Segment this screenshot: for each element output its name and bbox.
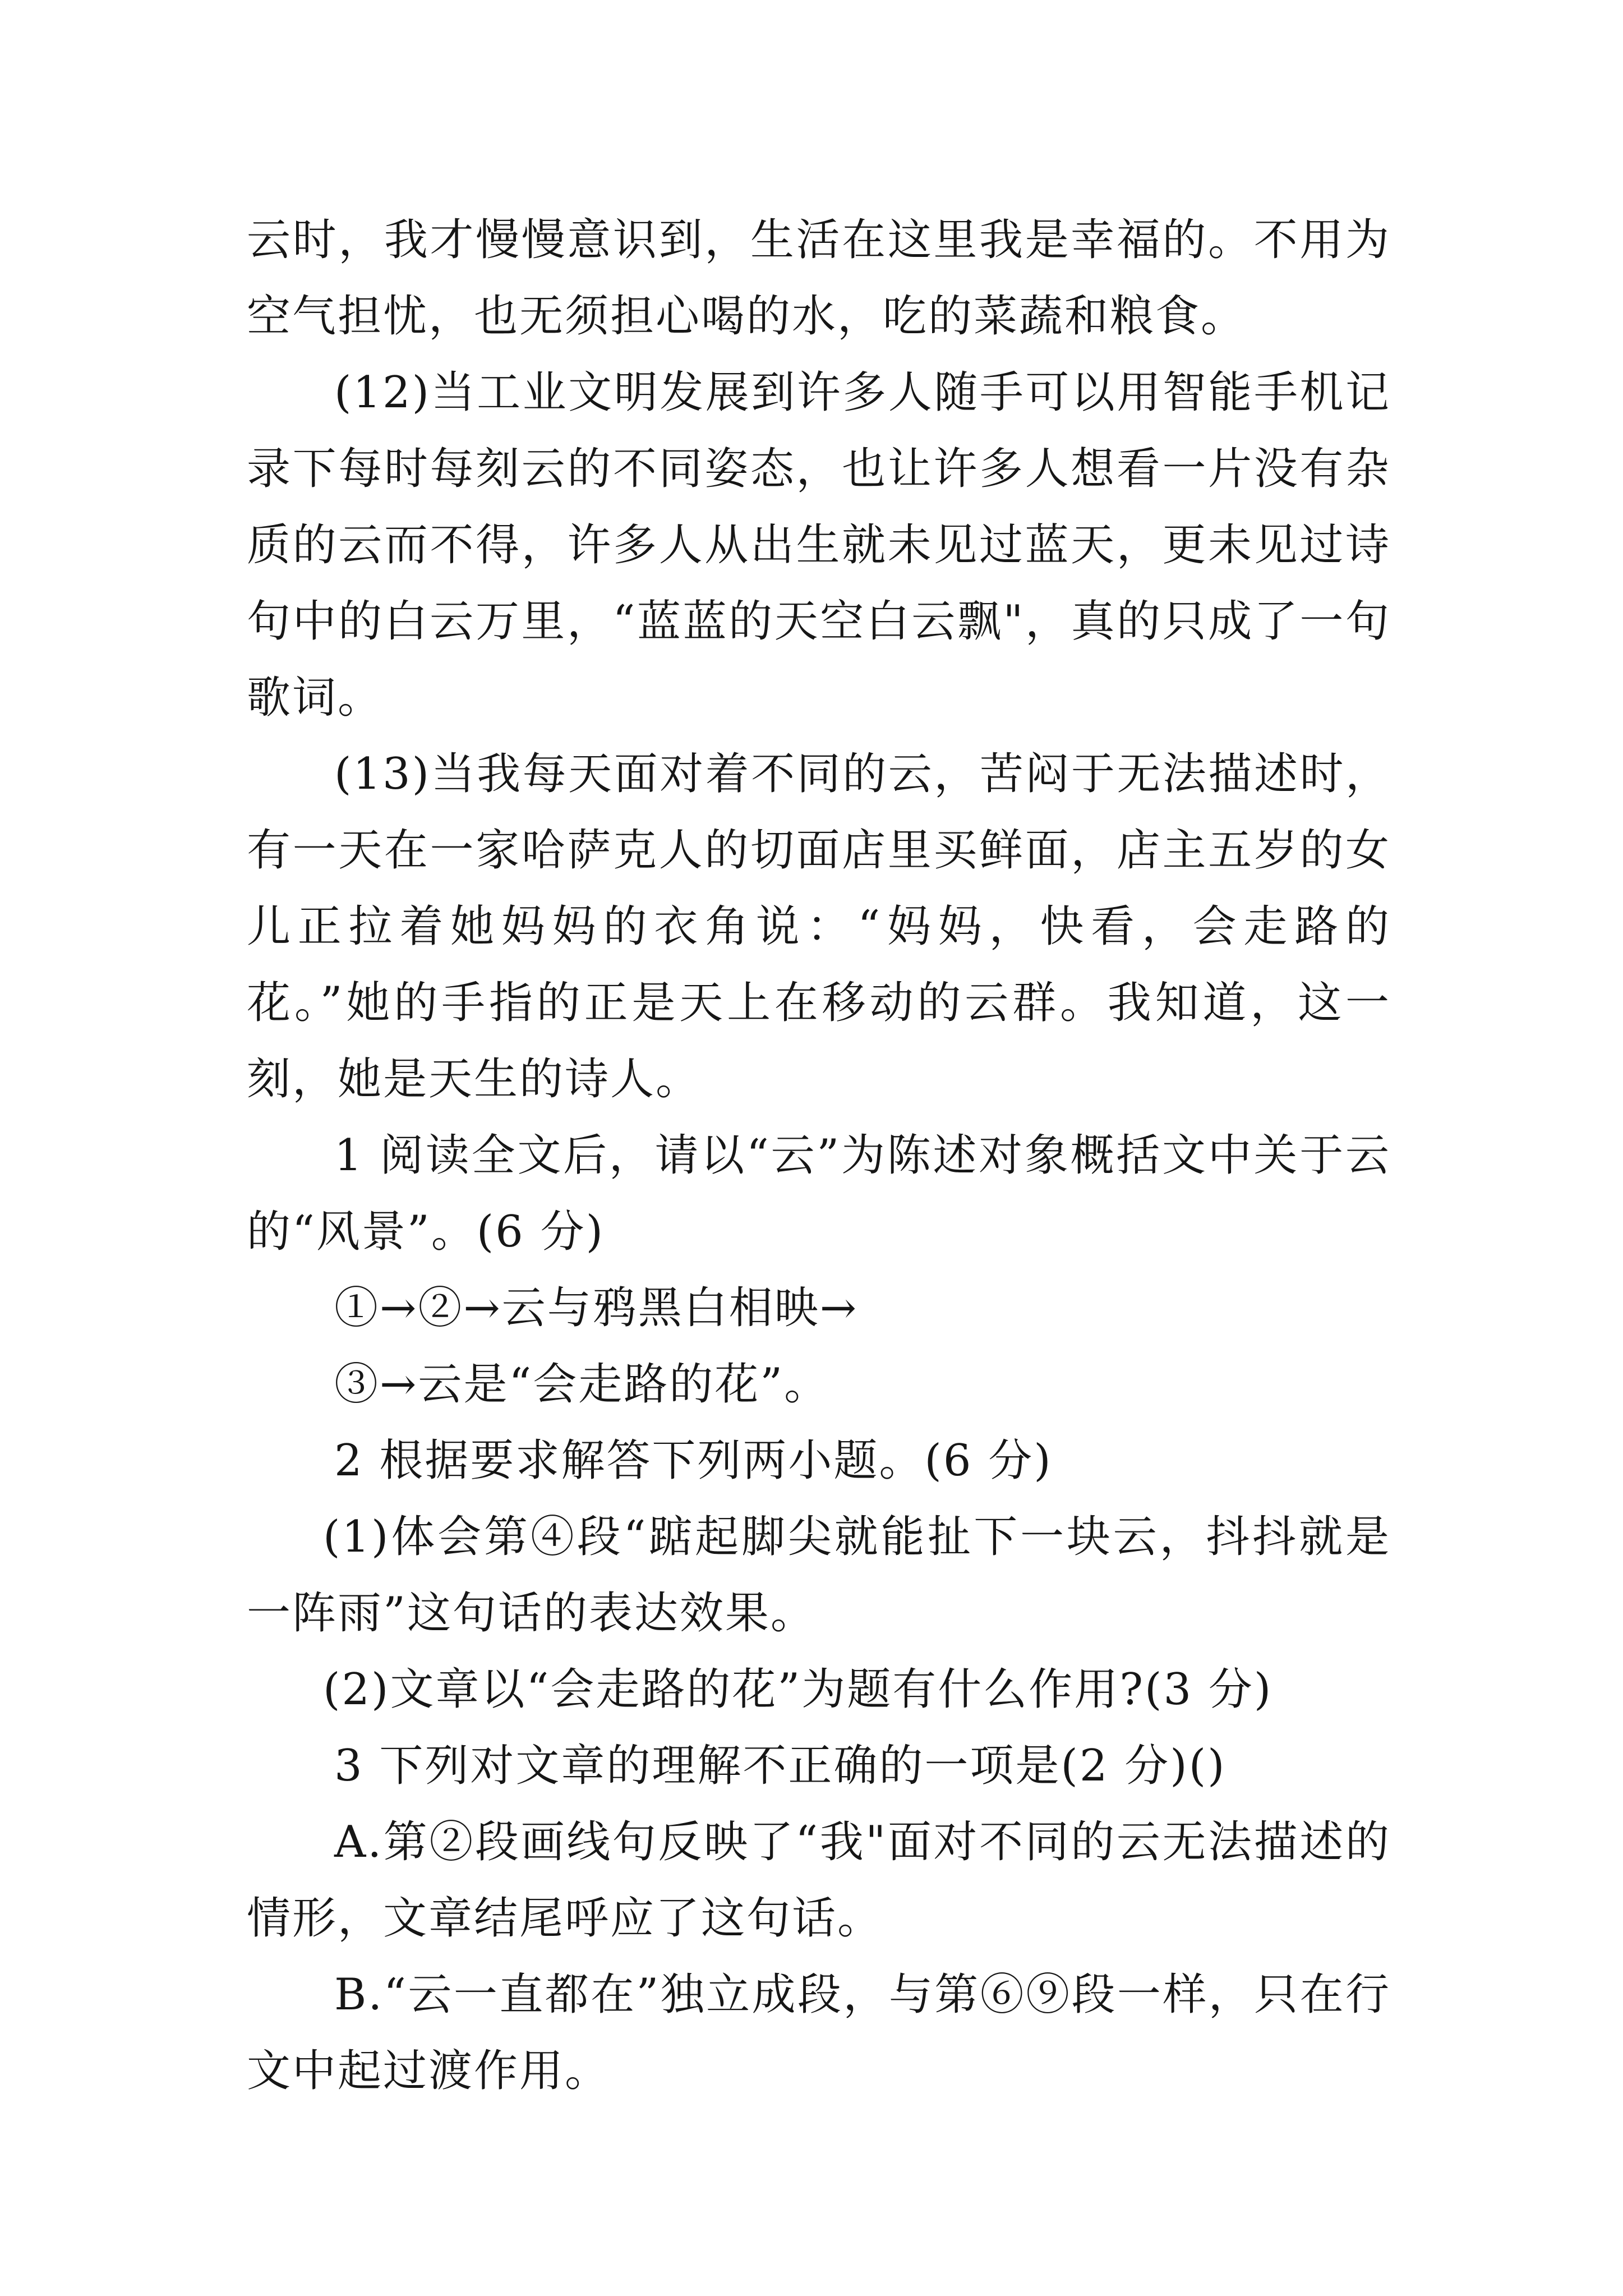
question-3-option-b: B.“云一直都在”独立成段，与第⑥⑨段一样，只在行文中起过渡作用。 <box>247 1970 1391 2096</box>
paragraph-13: (13)当我每天面对着不同的云，苦闷于无法描述时，有一天在一家哈萨克人的切面店里买鲜面，店主五岁的女儿正拉着她妈妈的衣角说：“妈妈，快看，会走路的花。”她的手指的正是天上在移动的云群。我知道，这一刻，她是天生的诗人。 <box>247 749 1391 1105</box>
question-2-part-2: (2)文章以“会走路的花”为题有什么作用?(3 分) <box>323 1664 1273 1715</box>
paragraph-12: (12)当工业文明发展到许多人随手可以用智能手机记录下每时每刻云的不同姿态，也让许多人想看一片没有杂质的云而不得，许多人从出生就未见过蓝天，更未见过诗句中的白云万里，“蓝蓝的天空白云飘"，真的只成了一句歌词。 <box>247 367 1391 723</box>
question-2-part-1: (1)体会第④段“踮起脚尖就能扯下一块云，抖抖就是一阵雨”这句话的表达效果。 <box>247 1512 1391 1639</box>
paragraph-11-continuation: 云时，我才慢慢意识到，生活在这里我是幸福的。不用为空气担忧，也无须担心喝的水，吃的菜蔬和粮食。 <box>247 215 1391 342</box>
document-page <box>247 202 1391 2109</box>
question-2: 2 根据要求解答下列两小题。(6 分) <box>334 1435 1053 1486</box>
question-1-answer-line-2: ③→云是“会走路的花”。 <box>334 1359 830 1410</box>
question-1: 1 阅读全文后，请以“云”为陈述对象概括文中关于云的“风景”。(6 分) <box>247 1130 1391 1257</box>
question-1-answer-line-1: ①→②→云与鸦黑白相映→ <box>334 1283 859 1333</box>
question-3-option-a: A.第②段画线句反映了“我"面对不同的云无法描述的情形，文章结尾呼应了这句话。 <box>247 1817 1391 1944</box>
question-3: 3 下列对文章的理解不正确的一项是(2 分)() <box>334 1741 1227 1791</box>
